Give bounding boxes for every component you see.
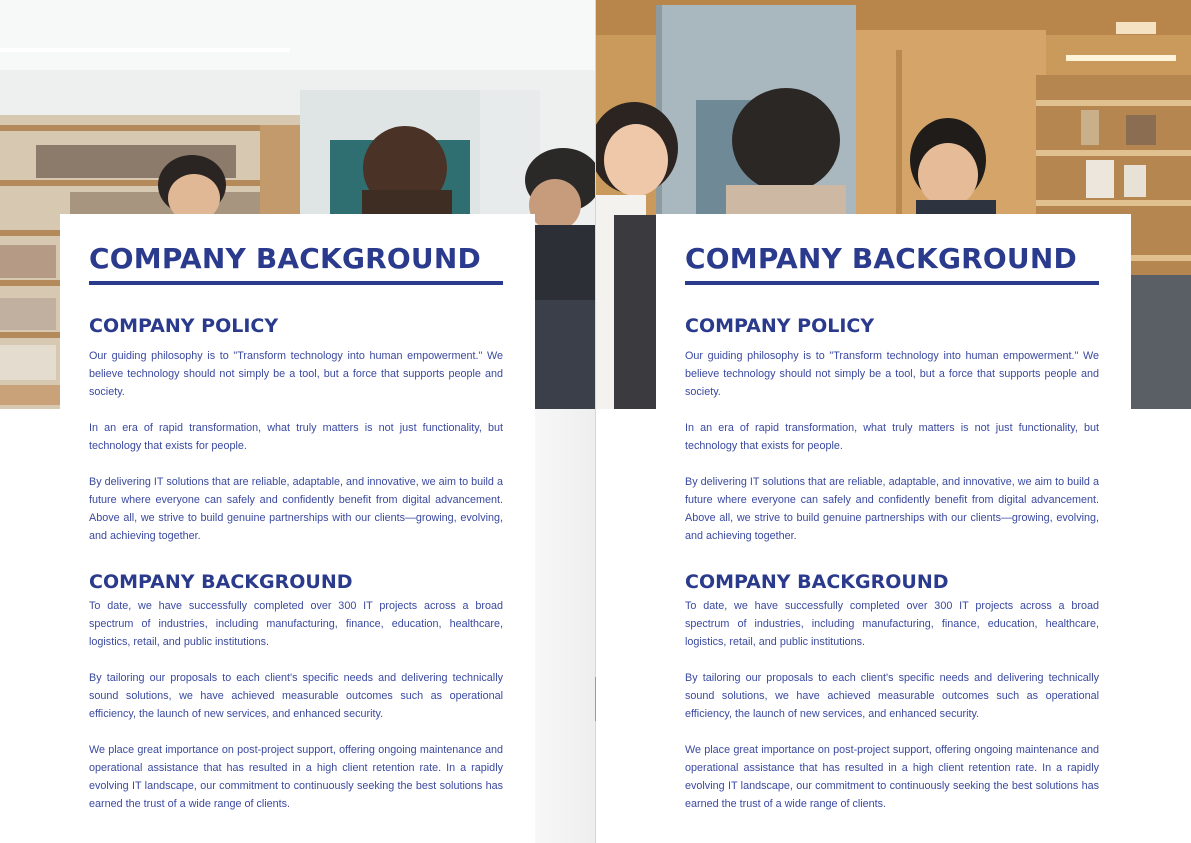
page-title: COMPANY BACKGROUND — [89, 242, 481, 275]
policy-paragraph: By delivering IT solutions that are reliable, adaptable, and innovative, we aim to build a future where everyone can safely and confidently benefit from digital advancement. Above all, we strive to build genuine partnerships with our clients—growing, evolving, and achieving together. — [685, 476, 1099, 542]
policy-paragraph: In an era of rapid transformation, what truly matters is not just functionality, but technology that exists for people. — [685, 422, 1099, 452]
background-paragraph: To date, we have successfully completed over 300 IT projects across a broad spectrum of industries, including manufacturing, finance, education, healthcare, logistics, retail, and public institutions. — [89, 600, 503, 648]
policy-paragraph: By delivering IT solutions that are reliable, adaptable, and innovative, we aim to build a future where everyone can safely and confidently benefit from digital advancement. Above all, we strive to build genuine partnerships with our clients—growing, evolving, and achieving together. — [89, 476, 503, 542]
content-card — [656, 214, 1131, 843]
title-underline — [89, 281, 503, 285]
background-paragraph: By tailoring our proposals to each client's specific needs and delivering technically sound solutions, we have achieved measurable outcomes such as operational efficiency, the launch of new services, and enhanced security. — [685, 672, 1099, 720]
policy-paragraph: Our guiding philosophy is to "Transform technology into human empowerment." We believe technology should not simply be a tool, but a force that supports people and society. — [89, 350, 503, 398]
content-card — [60, 214, 535, 843]
policy-heading: COMPANY POLICY — [89, 315, 279, 337]
background-paragraph: We place great importance on post-project support, offering ongoing maintenance and operational assistance that has resulted in a high client retention rate. In a rapidly evolving IT landscape, our commitment to continuously seeking the best solutions has earned the trust of a wide range of clients. — [89, 744, 503, 810]
background-paragraph: To date, we have successfully completed over 300 IT projects across a broad spectrum of industries, including manufacturing, finance, education, healthcare, logistics, retail, and public institutions. — [685, 600, 1099, 648]
background-paragraph: We place great importance on post-project support, offering ongoing maintenance and operational assistance that has resulted in a high client retention rate. In a rapidly evolving IT landscape, our commitment to continuously seeking the best solutions has earned the trust of a wide range of clients. — [685, 744, 1099, 810]
left-page — [0, 0, 595, 843]
page-title: COMPANY BACKGROUND — [685, 242, 1077, 275]
background-heading: COMPANY BACKGROUND — [685, 571, 949, 593]
background-paragraph: By tailoring our proposals to each client's specific needs and delivering technically sound solutions, we have achieved measurable outcomes such as operational efficiency, the launch of new services, and enhanced security. — [89, 672, 503, 720]
background-heading: COMPANY BACKGROUND — [89, 571, 353, 593]
title-underline — [685, 281, 1099, 285]
policy-paragraph: In an era of rapid transformation, what truly matters is not just functionality, but technology that exists for people. — [89, 422, 503, 452]
right-page — [596, 0, 1191, 843]
policy-heading: COMPANY POLICY — [685, 315, 875, 337]
policy-paragraph: Our guiding philosophy is to "Transform technology into human empowerment." We believe technology should not simply be a tool, but a force that supports people and society. — [685, 350, 1099, 398]
